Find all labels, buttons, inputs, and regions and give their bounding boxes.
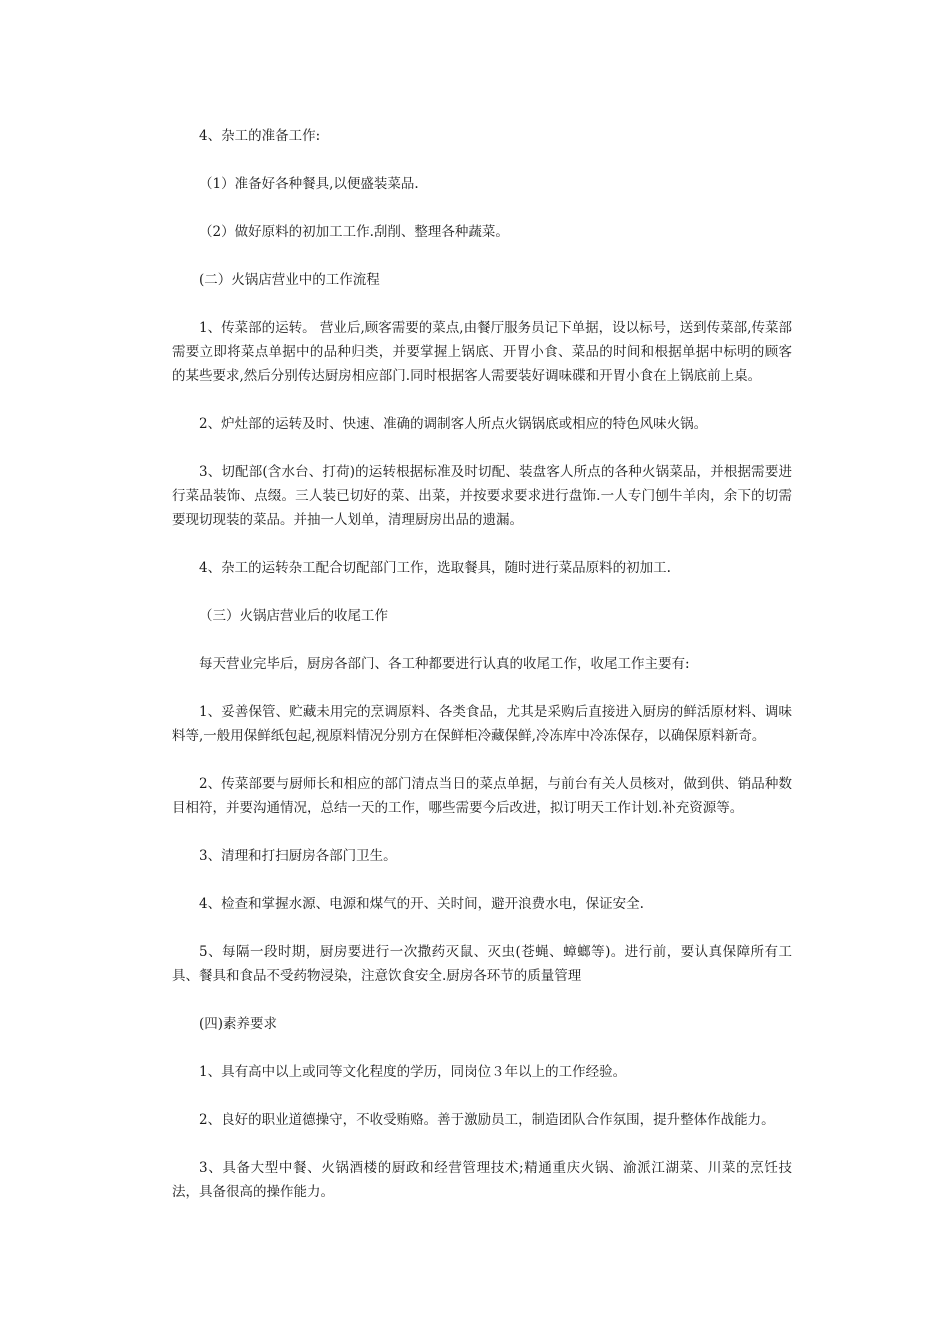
body-paragraph: 2、炉灶部的运转及时、快速、准确的调制客人所点火锅锅底或相应的特色风味火锅。 xyxy=(199,416,708,432)
body-paragraph: 3、具备大型中餐、火锅酒楼的厨政和经营管理技术;精通重庆火锅、渝派江湖菜、川菜的烹饪技法，具备很高的操作能力。 xyxy=(172,1160,792,1200)
section-heading: (二）火锅店营业中的工作流程 xyxy=(199,272,380,288)
section-heading: 4、杂工的准备工作: xyxy=(199,128,321,144)
body-paragraph: 2、传菜部要与厨师长和相应的部门清点当日的菜点单据，与前台有关人员核对，做到供、销品种数目相符，并要沟通情况，总结一天的工作，哪些需要今后改进，拟订明天工作计划.补充资源等。 xyxy=(172,776,792,816)
body-paragraph: 每天营业完毕后，厨房各部门、各工种都要进行认真的收尾工作，收尾工作主要有: xyxy=(199,656,690,672)
body-paragraph: 4、检查和掌握水源、电源和煤气的开、关时间，避开浪费水电，保证安全. xyxy=(199,896,644,912)
document-body xyxy=(172,124,792,1228)
section-heading: （三）火锅店营业后的收尾工作 xyxy=(199,608,388,624)
body-paragraph: 1、传菜部的运转。 营业后,顾客需要的菜点,由餐厅服务员记下单据，设以标号，送到传菜部,传菜部需要立即将菜点单据中的品种归类，并要掌握上锅底、开胃小食、菜品的时间和根据单据中标明的顾客的某些要求,然后分别传达厨房相应部门.同时根据客人需要装好调味碟和开胃小食在上锅底前上桌。 xyxy=(172,320,792,384)
body-paragraph: 5、每隔一段时期，厨房要进行一次撒药灭鼠、灭虫(苍蝇、蟑螂等)。进行前，要认真保障所有工具、餐具和食品不受药物浸染，注意饮食安全.厨房各环节的质量管理 xyxy=(172,944,792,984)
section-heading: (四)素养要求 xyxy=(199,1016,278,1032)
body-paragraph: 3、清理和打扫厨房各部门卫生。 xyxy=(199,848,397,864)
list-item: （2）做好原料的初加工工作.刮削、整理各种蔬菜。 xyxy=(199,224,509,240)
body-paragraph: 4、杂工的运转杂工配合切配部门工作，选取餐具，随时进行菜品原料的初加工. xyxy=(199,560,671,576)
body-paragraph: 1、妥善保管、贮藏未用完的烹调原料、各类食品，尤其是采购后直接进入厨房的鲜活原材料、调味料等,一般用保鲜纸包起,视原料情况分别方在保鲜柜冷藏保鲜,冷冻库中冷冻保存，以确保原料新奇。 xyxy=(172,704,792,744)
body-paragraph: 1、具有高中以上或同等文化程度的学历，同岗位３年以上的工作经验。 xyxy=(199,1064,627,1080)
list-item: （1）准备好各种餐具,以便盛装菜品. xyxy=(199,176,419,192)
body-paragraph: 2、良好的职业道德操守，不收受贿赂。善于激励员工，制造团队合作氛围，提升整体作战能力。 xyxy=(199,1112,775,1128)
body-paragraph: 3、切配部(含水台、打荷)的运转根据标准及时切配、装盘客人所点的各种火锅菜品，并根据需要进行菜品装饰、点缀。三人装已切好的菜、出菜，并按要求要求进行盘饰.一人专门刨牛羊肉，余下的切需要现切现装的菜品。并抽一人划单，清理厨房出品的遗漏。 xyxy=(172,464,792,528)
